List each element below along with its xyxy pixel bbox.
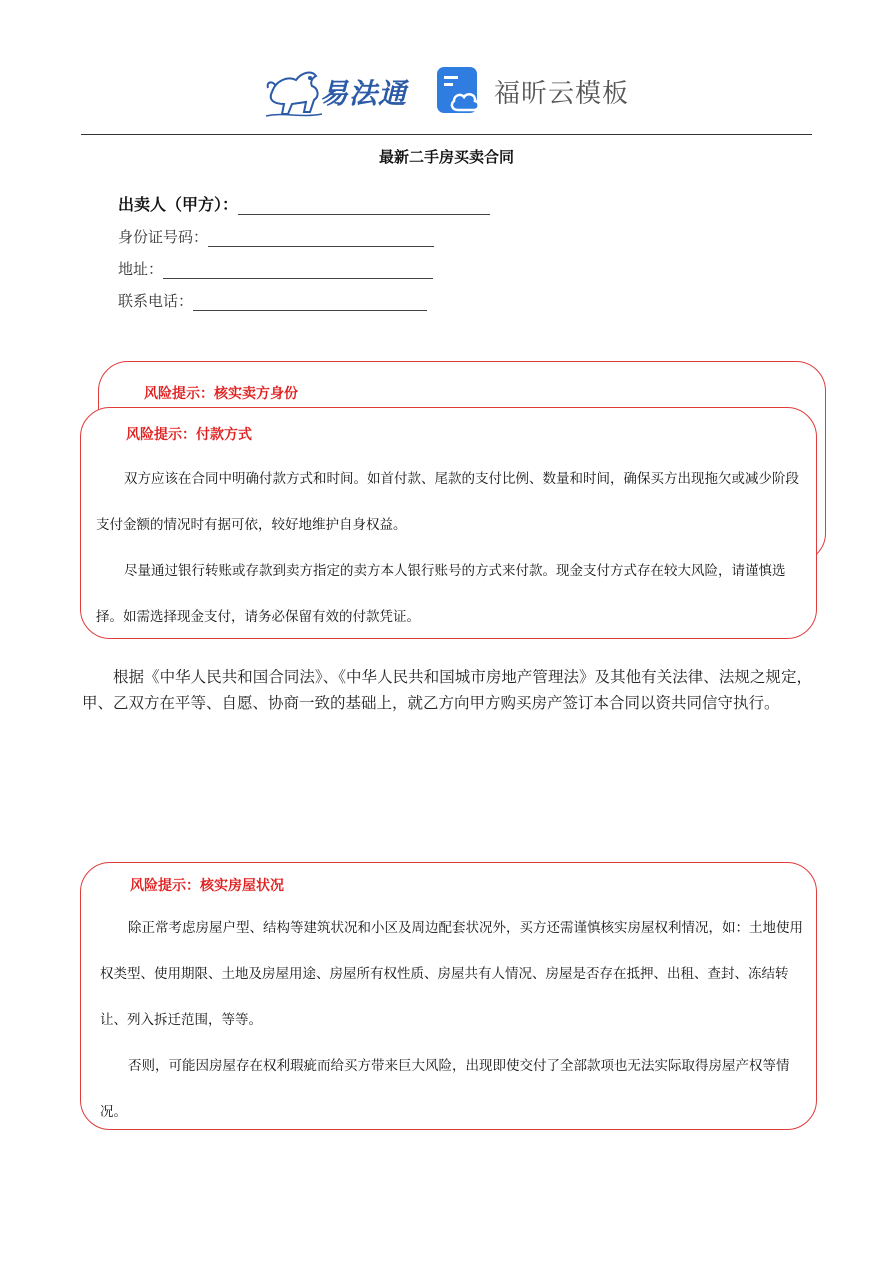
- yifatong-logo: [262, 62, 412, 120]
- seller-blank: [238, 199, 490, 215]
- id-number-field: [118, 226, 434, 247]
- risk-payment-body: [96, 456, 806, 640]
- address-blank: [163, 263, 433, 279]
- risk-payment-title: 风险提示：付款方式: [126, 427, 252, 443]
- seller-label: 出卖人（甲方）：: [118, 195, 239, 214]
- logo-text: 福昕云模板: [494, 79, 630, 109]
- address-field: [118, 258, 433, 279]
- risk-house-paragraph: 除正常考虑房屋户型、结构等建筑状况和小区及周边配套状况外，买方还需谨慎核实房屋权利情况，如：土地使用权类型、使用期限、土地及房屋用途、房屋所有权性质、房屋共有人情况、房屋是否存在抵押、出租、查封、冻结转让、列入拆迁范围，等等。: [100, 920, 803, 1028]
- risk-house-title: 风险提示：核实房屋状况: [130, 878, 284, 894]
- id-number-blank: [208, 231, 434, 247]
- risk-identity-title: 风险提示：核实卖方身份: [144, 386, 298, 402]
- risk-house-paragraph: 否则，可能因房屋存在权利瑕疵而给买方带来巨大风险，出现即使交付了全部款项也无法实际取得房屋产权等情况。: [100, 1058, 790, 1120]
- foxit-template-logo: [436, 64, 636, 120]
- logo-text: 易法通: [320, 77, 408, 110]
- address-label: 地址：: [118, 260, 164, 278]
- cloud-document-icon: [436, 66, 484, 116]
- phone-blank: [193, 295, 427, 311]
- header-divider: [81, 134, 812, 135]
- phone-field: [118, 290, 427, 311]
- risk-house-body: [100, 905, 812, 1135]
- seller-field: [118, 192, 490, 215]
- id-number-label: 身份证号码：: [118, 228, 209, 246]
- phone-label: 联系电话：: [118, 292, 194, 310]
- risk-payment-paragraph: 双方应该在合同中明确付款方式和时间。如首付款、尾款的支付比例、数量和时间，确保买方出现拖欠或减少阶段支付金额的情况时有据可依，较好地维护自身权益。: [96, 471, 799, 533]
- risk-payment-paragraph: 尽量通过银行转账或存款到卖方指定的卖方本人银行账号的方式来付款。现金支付方式存在较大风险，请谨慎选择。如需选择现金支付，请务必保留有效的付款凭证。: [96, 563, 786, 625]
- document-title: 最新二手房买卖合同: [378, 148, 514, 166]
- contract-preamble: 根据《中华人民共和国合同法》、《中华人民共和国城市房地产管理法》及其他有关法律、法规之规定，甲、乙双方在平等、自愿、协商一致的基础上，就乙方向甲方购买房产签订本合同以资共同信守执行。: [82, 668, 812, 712]
- qilin-icon: [262, 62, 324, 120]
